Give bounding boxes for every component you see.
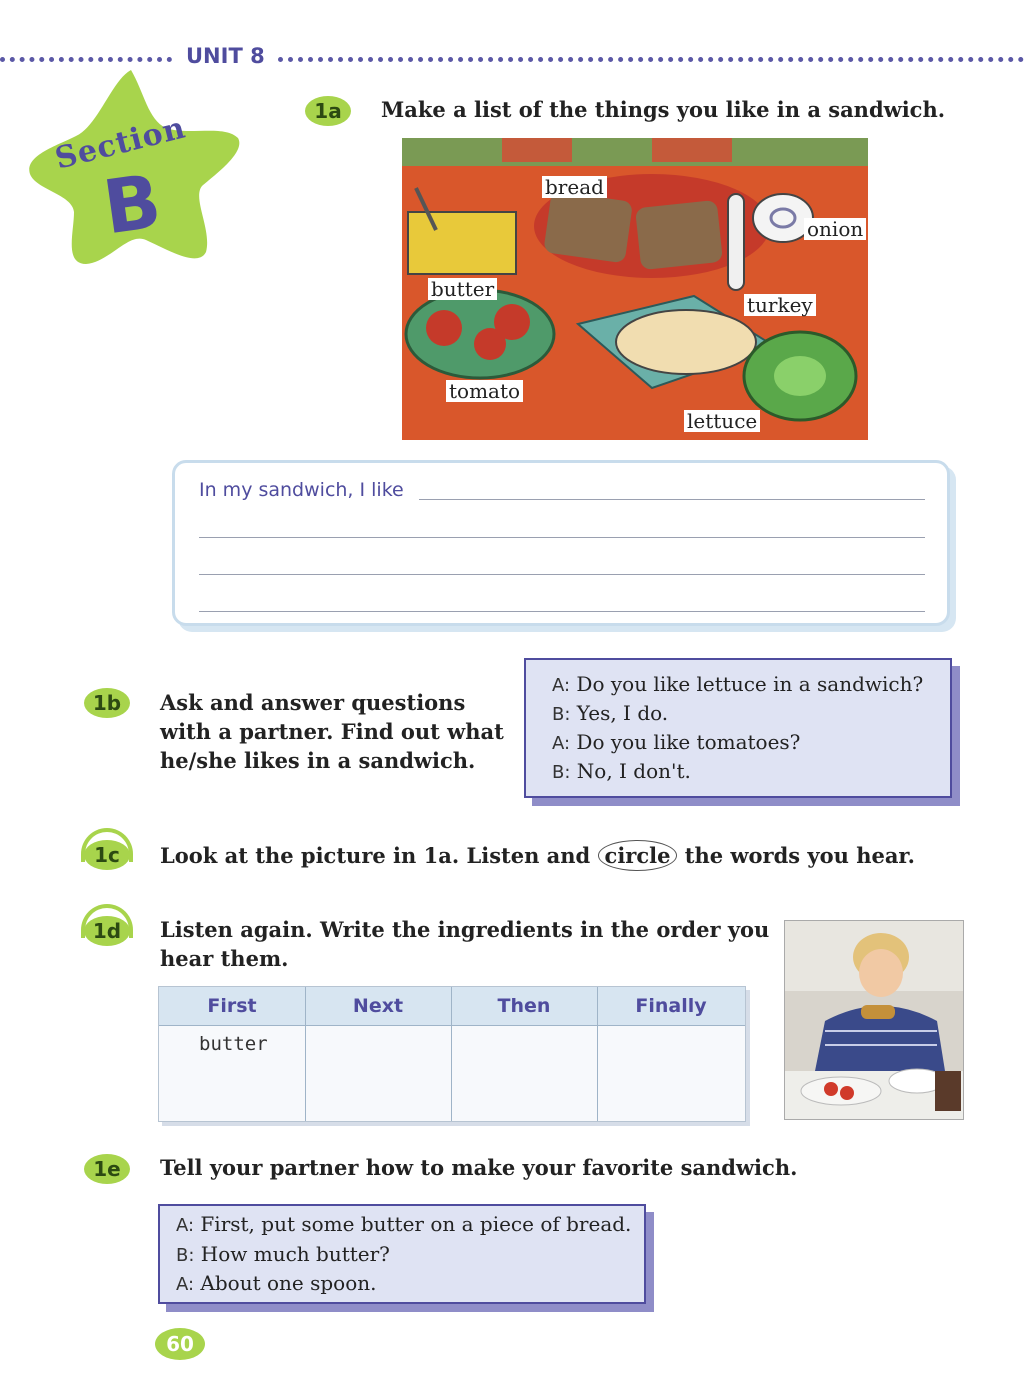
badge-1e: 1e bbox=[84, 1154, 130, 1184]
header-dots-right bbox=[278, 57, 1024, 62]
table-header: Next bbox=[305, 987, 451, 1026]
writing-line[interactable] bbox=[199, 611, 925, 612]
label-turkey: turkey bbox=[744, 294, 816, 316]
label-butter: butter bbox=[428, 278, 497, 300]
instruction-1d-line-2: hear them. bbox=[160, 946, 289, 971]
writing-line[interactable] bbox=[199, 574, 925, 575]
instruction-1d-line-1: Listen again. Write the ingredients in the order you bbox=[160, 917, 770, 942]
section-letter: B bbox=[98, 158, 167, 252]
section-word: Section bbox=[51, 110, 190, 177]
writing-box bbox=[172, 460, 950, 626]
badge-1d: 1d bbox=[84, 916, 130, 946]
label-bread: bread bbox=[542, 176, 607, 198]
dialog-box-1b bbox=[524, 658, 952, 798]
sandwich-ingredients-picture bbox=[402, 138, 868, 440]
label-lettuce: lettuce bbox=[684, 410, 760, 432]
dialog-line: B: No, I don't. bbox=[552, 759, 691, 783]
column-divider bbox=[597, 987, 598, 1121]
instruction-1c: Look at the picture in 1a. Listen and circle the words you hear. bbox=[160, 840, 915, 871]
table-header: Then bbox=[451, 987, 597, 1026]
label-tomato: tomato bbox=[446, 380, 523, 402]
dialog-line: A: First, put some butter on a piece of bread. bbox=[176, 1212, 632, 1236]
table-header: Finally bbox=[597, 987, 745, 1026]
instruction-1b-line-2: with a partner. Find out what bbox=[160, 719, 504, 744]
badge-1b: 1b bbox=[84, 688, 130, 718]
column-divider bbox=[305, 987, 306, 1121]
ingredients-order-table bbox=[158, 986, 746, 1122]
dialog-line: A: Do you like tomatoes? bbox=[552, 730, 801, 754]
dialog-box-1e bbox=[158, 1204, 646, 1304]
dialog-line: A: About one spoon. bbox=[176, 1271, 377, 1295]
table-cell[interactable]: butter bbox=[199, 1033, 268, 1055]
writing-line[interactable] bbox=[419, 499, 925, 500]
unit-title: UNIT 8 bbox=[186, 44, 265, 68]
dialog-line: B: Yes, I do. bbox=[552, 701, 669, 725]
writing-line[interactable] bbox=[199, 537, 925, 538]
instruction-1b-line-3: he/she likes in a sandwich. bbox=[160, 748, 476, 773]
photo-illustration bbox=[785, 921, 963, 1119]
boy-eating-sandwich-photo bbox=[784, 920, 964, 1120]
instruction-1e: Tell your partner how to make your favorite sandwich. bbox=[160, 1155, 798, 1180]
badge-1a: 1a bbox=[305, 96, 351, 126]
section-star bbox=[16, 62, 246, 272]
dialog-line: A: Do you like lettuce in a sandwich? bbox=[552, 672, 924, 696]
label-onion: onion bbox=[804, 218, 866, 240]
circle-word: circle bbox=[598, 840, 678, 871]
dialog-line: B: How much butter? bbox=[176, 1242, 390, 1266]
write-prompt: In my sandwich, I like bbox=[199, 479, 404, 501]
instruction-1a: Make a list of the things you like in a sandwich. bbox=[381, 97, 946, 122]
instruction-1b-line-1: Ask and answer questions bbox=[160, 690, 466, 715]
badge-1c: 1c bbox=[84, 840, 130, 870]
table-header: First bbox=[159, 987, 305, 1026]
column-divider bbox=[451, 987, 452, 1121]
page-number: 60 bbox=[155, 1328, 205, 1360]
